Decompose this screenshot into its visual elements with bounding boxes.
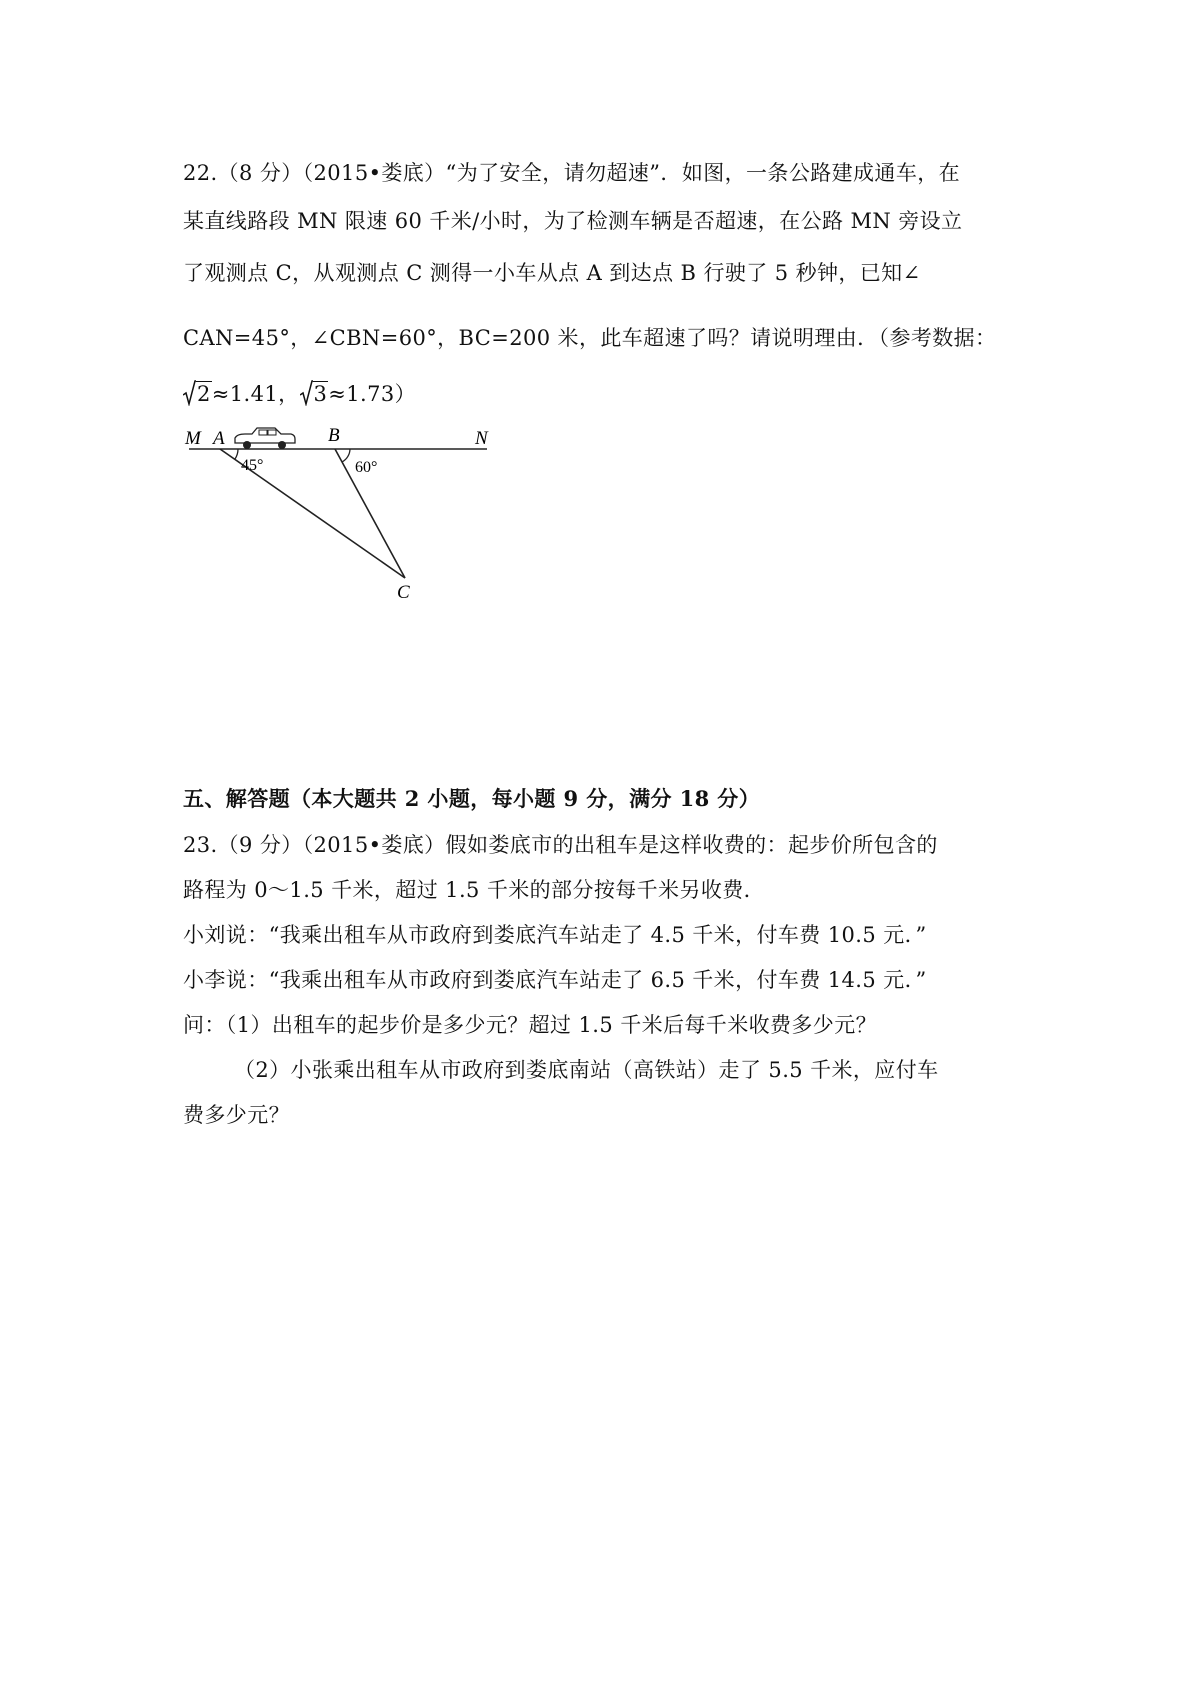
q23-line-7: 费多少元？ [183,1103,290,1127]
sqrt-3 [300,382,329,406]
q23-line-5: 问：（1）出租车的起步价是多少元？超过 1.5 千米后每千米收费多少元？ [183,1013,878,1037]
car-icon [235,428,295,449]
angle-arc-b [342,449,350,462]
label-c: C [397,582,410,600]
q23-line-4: 小李说：“我乘出租车从市政府到娄底汽车站走了 6.5 千米，付车费 14.5 元．” [183,968,927,992]
sqrt-3-radicand: 3 [313,382,328,406]
q23-line-2: 路程为 0～1.5 千米，超过 1.5 千米的部分按每千米另收费． [183,878,766,902]
q23-line-1: 23.（9 分）（2015•娄底）假如娄底市的出租车是这样收费的：起步价所包含的 [183,833,938,857]
label-n: N [475,428,488,449]
sqrt-3-value: ≈1.73） [328,382,417,406]
q23-line-6: （2）小张乘出租车从市政府到娄底南站（高铁站）走了 5.5 千米，应付车 [234,1058,939,1082]
radical-sign-icon [183,380,196,406]
label-a: A [213,428,225,449]
q22-line-4: CAN=45°，∠CBN=60°，BC=200 米，此车超速了吗？请说明理由．（参考数据： [183,326,997,350]
section-heading: 五、解答题（本大题共 2 小题，每小题 9 分，满分 18 分） [183,786,761,811]
label-m: M [185,428,201,449]
sqrt-2-value: ≈1.41， [211,382,300,406]
q22-line-2: 某直线路段 MN 限速 60 千米/小时，为了检测车辆是否超速，在公路 MN 旁设立 [183,209,963,233]
angle-label-a: 45° [241,457,264,474]
road-triangle-figure [175,420,505,600]
radical-sign-icon [300,380,313,406]
sqrt-2-radicand: 2 [197,382,211,406]
label-b: B [328,425,340,446]
angle-arc-a [235,449,238,459]
sqrt-2 [183,382,212,406]
q22-reference-data [183,378,416,408]
angle-label-b: 60° [355,459,378,476]
q23-line-3: 小刘说：“我乘出租车从市政府到娄底汽车站走了 4.5 千米，付车费 10.5 元．” [183,923,927,947]
q22-line-3: 了观测点 C，从观测点 C 测得一小车从点 A 到达点 B 行驶了 5 秒钟，已知∠ [183,261,921,285]
q22-line-1: 22.（8 分）（2015•娄底）“为了安全，请勿超速”．如图，一条公路建成通车，在 [183,161,961,185]
